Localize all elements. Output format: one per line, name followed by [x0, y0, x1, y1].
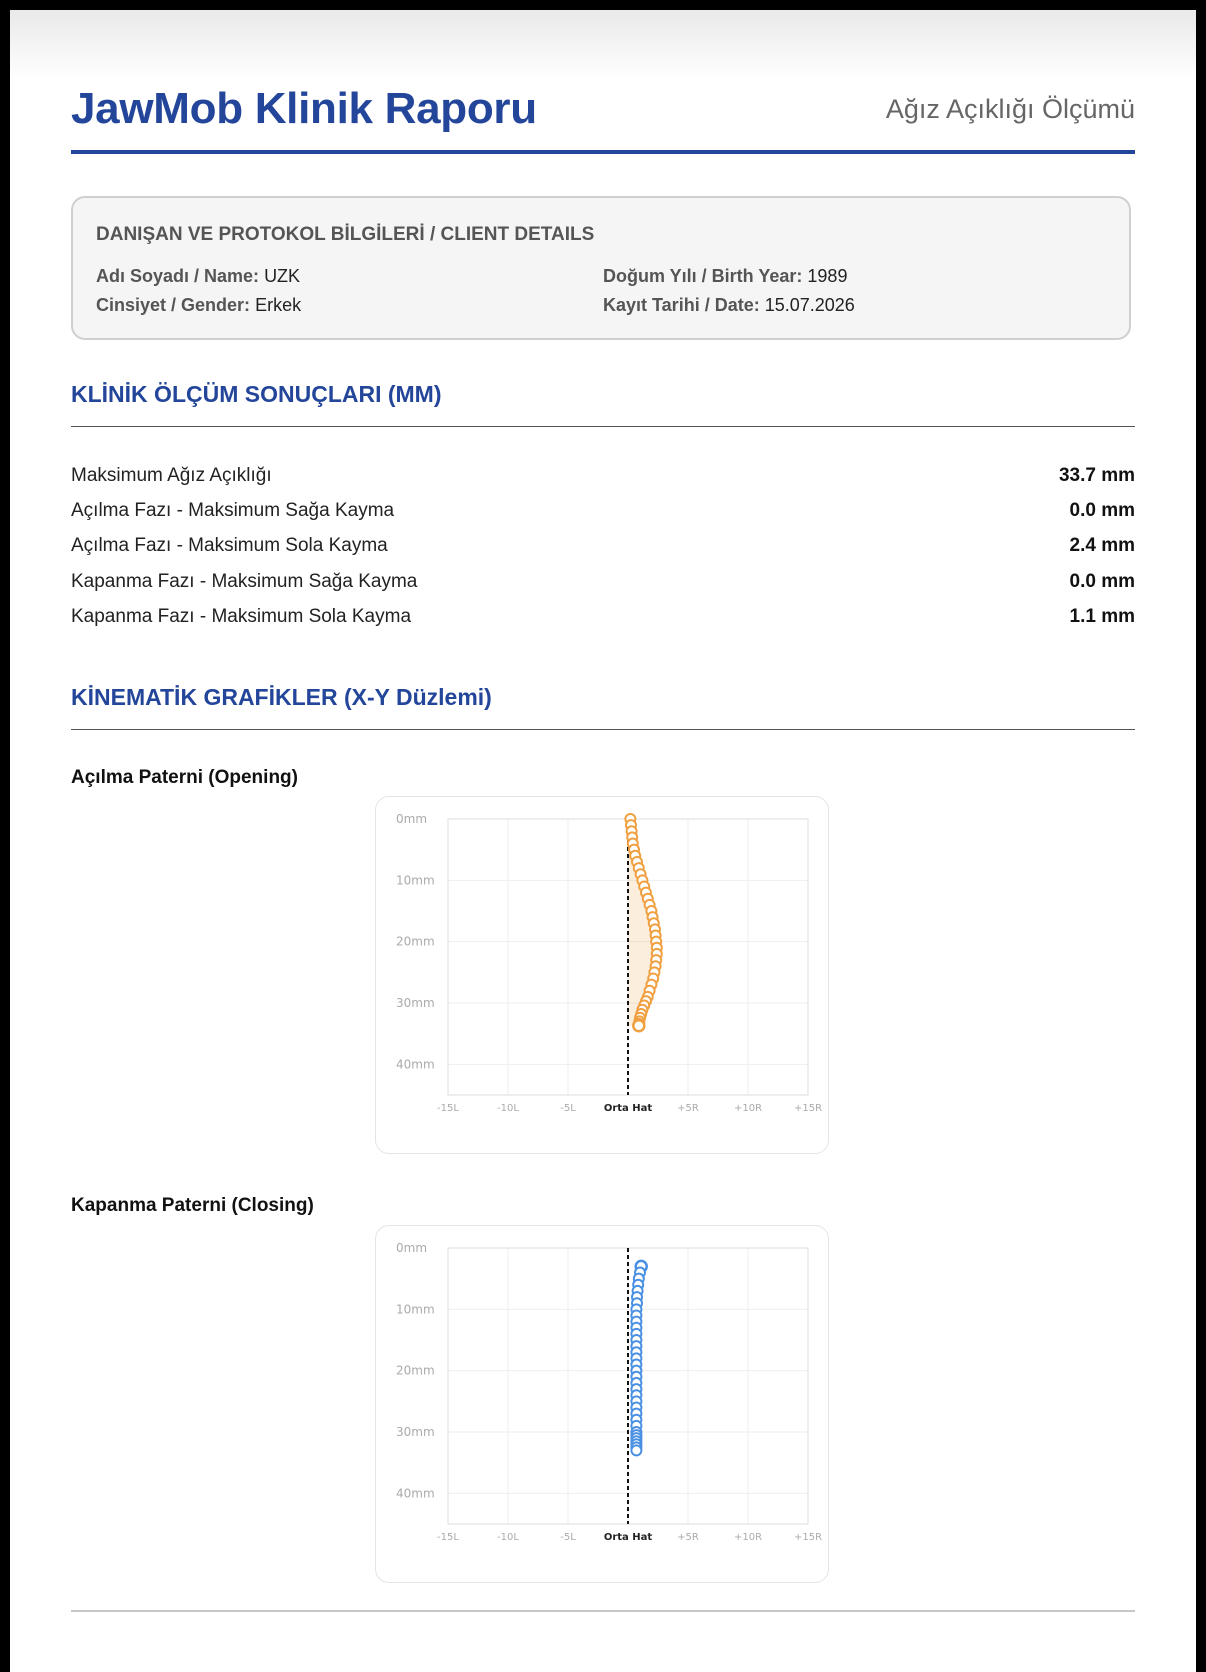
footer-divider	[71, 1610, 1135, 1612]
client-gender-value: Erkek	[255, 295, 302, 315]
closing-chart	[376, 1226, 830, 1584]
x-tick-label: +10R	[733, 1532, 763, 1543]
record-date-label: Kayıt Tarihi / Date:	[603, 295, 760, 315]
metric-row-max-opening	[71, 465, 1135, 495]
x-tick-label: +5R	[677, 1103, 699, 1114]
x-tick-label: +10R	[733, 1103, 763, 1114]
results-divider	[71, 426, 1135, 427]
client-details-card	[71, 196, 1131, 340]
y-tick-label: 30mm	[396, 1425, 435, 1439]
kinematics-divider	[71, 729, 1135, 730]
client-name-value: UZK	[264, 266, 301, 286]
metric-label: Açılma Fazı - Maksimum Sağa Kayma	[71, 500, 395, 521]
x-tick-label: +15R	[793, 1103, 823, 1114]
results-heading: KLİNİK ÖLÇÜM SONUÇLARI (MM)	[71, 381, 442, 407]
kinematics-heading: KİNEMATİK GRAFİKLER (X-Y Düzlemi)	[71, 684, 492, 710]
client-details-heading: DANIŞAN VE PROTOKOL BİLGİLERİ / CLIENT DETAILS	[96, 224, 595, 245]
metric-row-opening-left-shift	[71, 535, 1135, 565]
metric-row-closing-right-shift	[71, 571, 1135, 601]
x-tick-label: Orta Hat	[603, 1103, 653, 1114]
opening-chart	[376, 797, 830, 1155]
metric-value: 0.0 mm	[1069, 571, 1135, 592]
client-name-label: Adı Soyadı / Name:	[96, 266, 260, 286]
x-tick-label: +5R	[677, 1532, 699, 1543]
y-tick-label: 0mm	[396, 1241, 428, 1255]
closing-chart-card	[375, 1225, 829, 1583]
metric-value: 2.4 mm	[1069, 535, 1135, 556]
metric-label: Kapanma Fazı - Maksimum Sola Kayma	[71, 606, 412, 627]
metric-label: Maksimum Ağız Açıklığı	[71, 465, 272, 486]
y-tick-label: 20mm	[396, 1363, 435, 1378]
metric-value: 1.1 mm	[1069, 606, 1135, 627]
client-name-field	[96, 266, 300, 287]
metric-value: 0.0 mm	[1069, 500, 1135, 521]
y-tick-label: 0mm	[396, 812, 428, 826]
x-tick-label: -5L	[560, 1532, 576, 1543]
client-gender-label: Cinsiyet / Gender:	[96, 295, 251, 315]
client-birth-year-value: 1989	[807, 266, 848, 286]
x-tick-label: +15R	[793, 1532, 823, 1543]
header-divider	[71, 150, 1135, 154]
client-birth-year-label: Doğum Yılı / Birth Year:	[603, 266, 803, 286]
report-page	[10, 10, 1196, 1672]
opening-chart-card	[375, 796, 829, 1154]
y-tick-label: 10mm	[396, 1302, 435, 1317]
metric-row-opening-right-shift	[71, 500, 1135, 530]
metric-row-closing-left-shift	[71, 606, 1135, 636]
y-tick-label: 10mm	[396, 873, 435, 888]
x-tick-label: -15L	[437, 1532, 459, 1543]
x-tick-label: -15L	[437, 1103, 459, 1114]
x-tick-label: -10L	[497, 1532, 519, 1543]
x-tick-label: Orta Hat	[603, 1532, 653, 1543]
record-date-value: 15.07.2026	[764, 295, 855, 315]
client-gender-field	[96, 295, 301, 316]
data-point	[631, 1445, 641, 1455]
y-tick-label: 40mm	[396, 1486, 435, 1501]
metric-label: Kapanma Fazı - Maksimum Sağa Kayma	[71, 571, 418, 592]
report-title: JawMob Klinik Raporu	[71, 84, 537, 133]
report-header	[71, 74, 1135, 154]
data-point	[633, 1020, 644, 1031]
record-date-field	[603, 295, 855, 316]
report-subtitle: Ağız Açıklığı Ölçümü	[885, 94, 1135, 124]
y-tick-label: 20mm	[396, 934, 435, 949]
y-tick-label: 30mm	[396, 996, 435, 1010]
x-tick-label: -10L	[497, 1103, 519, 1114]
x-tick-label: -5L	[560, 1103, 576, 1114]
y-tick-label: 40mm	[396, 1057, 435, 1072]
metric-value: 33.7 mm	[1058, 465, 1135, 486]
opening-chart-title: Açılma Paterni (Opening)	[71, 767, 298, 788]
client-birth-year-field	[603, 266, 847, 287]
closing-chart-title: Kapanma Paterni (Closing)	[71, 1195, 314, 1216]
metric-label: Açılma Fazı - Maksimum Sola Kayma	[71, 535, 388, 556]
